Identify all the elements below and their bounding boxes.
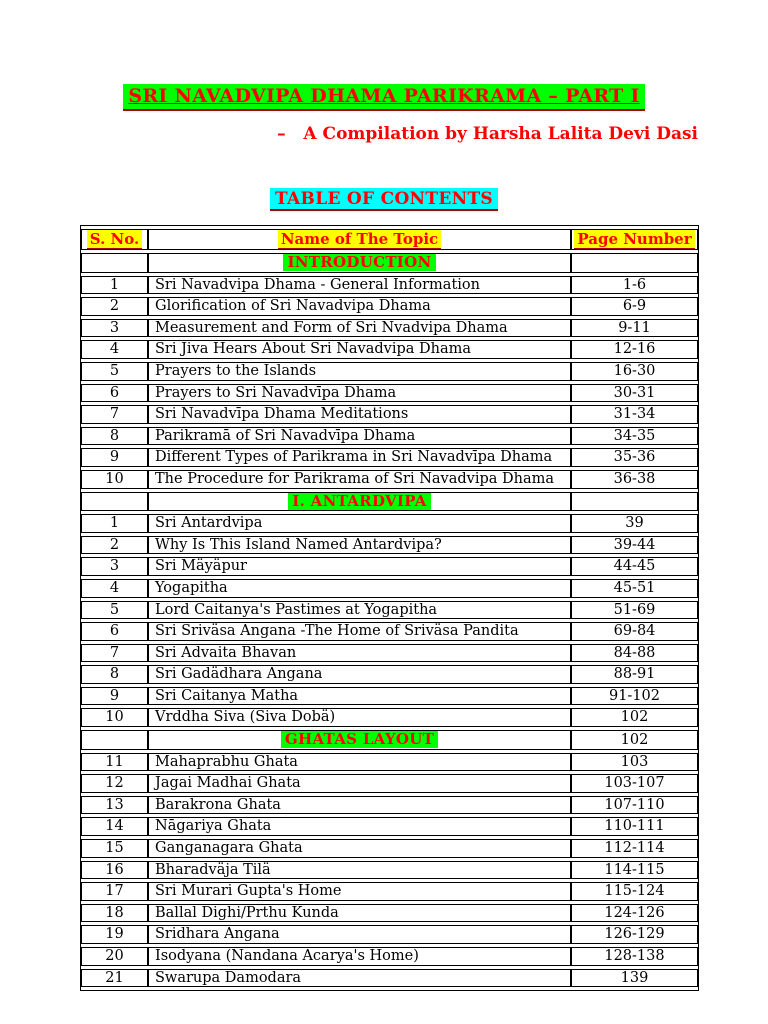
topic-cell: Sri Sriväsa Angana -The Home of Sriväsa Pandita	[148, 622, 571, 641]
page-cell: 84-88	[571, 644, 698, 663]
page-cell: 88-91	[571, 665, 698, 684]
table-row	[81, 405, 698, 424]
topic-header-label: Name of The Topic	[278, 230, 441, 249]
page-cell: 36-38	[571, 470, 698, 489]
topic-cell: Glorification of Sri Navadvipa Dhama	[148, 297, 571, 316]
topic-cell: Bharadväja Tilä	[148, 861, 571, 880]
page-cell: 39	[571, 514, 698, 533]
sno-cell: 6	[81, 622, 148, 641]
topic-cell: Sri Jiva Hears About Sri Navadvipa Dhama	[148, 340, 571, 359]
page-cell: 35-36	[571, 448, 698, 467]
page-cell: 91-102	[571, 687, 698, 706]
section-row	[81, 492, 698, 512]
page-cell: 12-16	[571, 340, 698, 359]
topic-cell: Isodyana (Nandana Acarya's Home)	[148, 947, 571, 966]
sno-cell: 1	[81, 514, 148, 533]
table-row	[81, 276, 698, 295]
page-header-label: Page Number	[574, 230, 694, 249]
sno-cell: 1	[81, 276, 148, 295]
sno-cell: 7	[81, 644, 148, 663]
sno-cell: 6	[81, 384, 148, 403]
topic-cell: Sri Advaita Bhavan	[148, 644, 571, 663]
sno-cell: 3	[81, 319, 148, 338]
sno-cell: 13	[81, 796, 148, 815]
topic-cell: Prayers to the Islands	[148, 362, 571, 381]
sno-cell: 8	[81, 427, 148, 446]
sno-cell: 9	[81, 448, 148, 467]
table-row	[81, 947, 698, 966]
sno-header-label: S. No.	[87, 230, 142, 249]
toc-heading-row	[0, 188, 768, 211]
sno-cell: 3	[81, 557, 148, 576]
page-cell: 114-115	[571, 861, 698, 880]
page-cell: 107-110	[571, 796, 698, 815]
sno-cell: 5	[81, 362, 148, 381]
page-cell: 69-84	[571, 622, 698, 641]
topic-cell: Mahaprabhu Ghata	[148, 753, 571, 772]
sno-cell: 11	[81, 753, 148, 772]
topic-cell: Swarupa Damodara	[148, 969, 571, 988]
table-row	[81, 774, 698, 793]
page-cell: 45-51	[571, 579, 698, 598]
section-cell	[148, 253, 571, 273]
table-row	[81, 925, 698, 944]
page-cell: 34-35	[571, 427, 698, 446]
page-cell: 9-11	[571, 319, 698, 338]
topic-cell: Barakrona Ghata	[148, 796, 571, 815]
table-row	[81, 687, 698, 706]
sno-cell: 17	[81, 882, 148, 901]
sno-cell: 9	[81, 687, 148, 706]
compilation-subtitle: – A Compilation by Harsha Lalita Devi Dasi	[277, 124, 698, 144]
page-cell: 39-44	[571, 536, 698, 555]
topic-cell: Sri Navadvīpa Dhama Meditations	[148, 405, 571, 424]
table-row	[81, 969, 698, 988]
table-row	[81, 470, 698, 489]
sno-cell: 4	[81, 579, 148, 598]
sno-cell	[81, 730, 148, 750]
page-cell: 44-45	[571, 557, 698, 576]
table-row	[81, 297, 698, 316]
table-row	[81, 362, 698, 381]
topic-cell: Sri Navadvipa Dhama - General Information	[148, 276, 571, 295]
topic-cell: Vrddha Siva (Siva Dobä)	[148, 708, 571, 727]
page-cell: 6-9	[571, 297, 698, 316]
sno-cell: 2	[81, 536, 148, 555]
toc-heading: TABLE OF CONTENTS	[270, 188, 498, 211]
topic-cell: Sridhara Angana	[148, 925, 571, 944]
section-label: INTRODUCTION	[283, 253, 435, 271]
topic-header-cell	[148, 229, 571, 250]
page-cell: 103	[571, 753, 698, 772]
table-row	[81, 622, 698, 641]
table-row	[81, 601, 698, 620]
section-label: GHATAS LAYOUT	[281, 730, 438, 748]
table-row	[81, 514, 698, 533]
sno-cell: 15	[81, 839, 148, 858]
table-row	[81, 665, 698, 684]
sno-header-cell	[81, 229, 148, 250]
toc-table	[80, 225, 699, 991]
page-cell: 102	[571, 708, 698, 727]
topic-cell: Sri Gadädhara Angana	[148, 665, 571, 684]
page-cell	[571, 253, 698, 273]
topic-cell: Sri Antardvipa	[148, 514, 571, 533]
page-cell: 103-107	[571, 774, 698, 793]
topic-cell: Nāgariya Ghata	[148, 817, 571, 836]
section-cell	[148, 730, 571, 750]
table-row	[81, 817, 698, 836]
sno-cell: 20	[81, 947, 148, 966]
table-row	[81, 882, 698, 901]
sno-cell: 10	[81, 708, 148, 727]
table-row	[81, 796, 698, 815]
page-cell: 1-6	[571, 276, 698, 295]
sno-cell: 19	[81, 925, 148, 944]
sno-cell: 4	[81, 340, 148, 359]
table-row	[81, 579, 698, 598]
sno-cell: 18	[81, 904, 148, 923]
page-cell: 139	[571, 969, 698, 988]
page-cell: 126-129	[571, 925, 698, 944]
table-row	[81, 861, 698, 880]
page-cell: 102	[571, 730, 698, 750]
topic-cell: Sri Caitanya Matha	[148, 687, 571, 706]
section-row	[81, 730, 698, 750]
page-cell: 112-114	[571, 839, 698, 858]
table-row	[81, 708, 698, 727]
sno-cell: 16	[81, 861, 148, 880]
topic-cell: Ballal Dighi/Prthu Kunda	[148, 904, 571, 923]
topic-cell: Why Is This Island Named Antardvipa?	[148, 536, 571, 555]
page-cell	[571, 492, 698, 512]
topic-cell: The Procedure for Parikrama of Sri Navadvipa Dhama	[148, 470, 571, 489]
page-cell: 31-34	[571, 405, 698, 424]
page-cell: 110-111	[571, 817, 698, 836]
page-cell: 16-30	[571, 362, 698, 381]
table-row	[81, 644, 698, 663]
table-row	[81, 839, 698, 858]
table-row	[81, 536, 698, 555]
table-row	[81, 340, 698, 359]
topic-cell: Ganganagara Ghata	[148, 839, 571, 858]
topic-cell: Jagai Madhai Ghata	[148, 774, 571, 793]
table-row	[81, 753, 698, 772]
page-header-cell	[571, 229, 698, 250]
topic-cell: Sri Murari Gupta's Home	[148, 882, 571, 901]
page-cell: 115-124	[571, 882, 698, 901]
table-row	[81, 557, 698, 576]
topic-cell: Different Types of Parikrama in Sri Navadvīpa Dhama	[148, 448, 571, 467]
sno-cell: 8	[81, 665, 148, 684]
sno-cell: 10	[81, 470, 148, 489]
sno-cell	[81, 253, 148, 273]
topic-cell: Lord Caitanya's Pastimes at Yogapitha	[148, 601, 571, 620]
table-row	[81, 427, 698, 446]
topic-cell: Parikramā of Sri Navadvīpa Dhama	[148, 427, 571, 446]
sno-cell: 14	[81, 817, 148, 836]
sno-cell: 5	[81, 601, 148, 620]
sno-cell	[81, 492, 148, 512]
sno-cell: 12	[81, 774, 148, 793]
section-row	[81, 253, 698, 273]
document-title: SRI NAVADVIPA DHAMA PARIKRAMA – PART I	[123, 84, 644, 111]
table-row	[81, 319, 698, 338]
topic-cell: Measurement and Form of Sri Nvadvipa Dhama	[148, 319, 571, 338]
section-cell	[148, 492, 571, 512]
topic-cell: Sri Mäyäpur	[148, 557, 571, 576]
table-header-row	[81, 229, 698, 250]
topic-cell: Prayers to Sri Navadvīpa Dhama	[148, 384, 571, 403]
sno-cell: 7	[81, 405, 148, 424]
page-cell: 124-126	[571, 904, 698, 923]
title-row	[0, 0, 768, 111]
sno-cell: 2	[81, 297, 148, 316]
page-cell: 30-31	[571, 384, 698, 403]
sno-cell: 21	[81, 969, 148, 988]
page-cell: 51-69	[571, 601, 698, 620]
table-row	[81, 384, 698, 403]
table-row	[81, 448, 698, 467]
section-label: I. ANTARDVIPA	[288, 492, 430, 510]
page-cell: 128-138	[571, 947, 698, 966]
table-row	[81, 904, 698, 923]
topic-cell: Yogapitha	[148, 579, 571, 598]
